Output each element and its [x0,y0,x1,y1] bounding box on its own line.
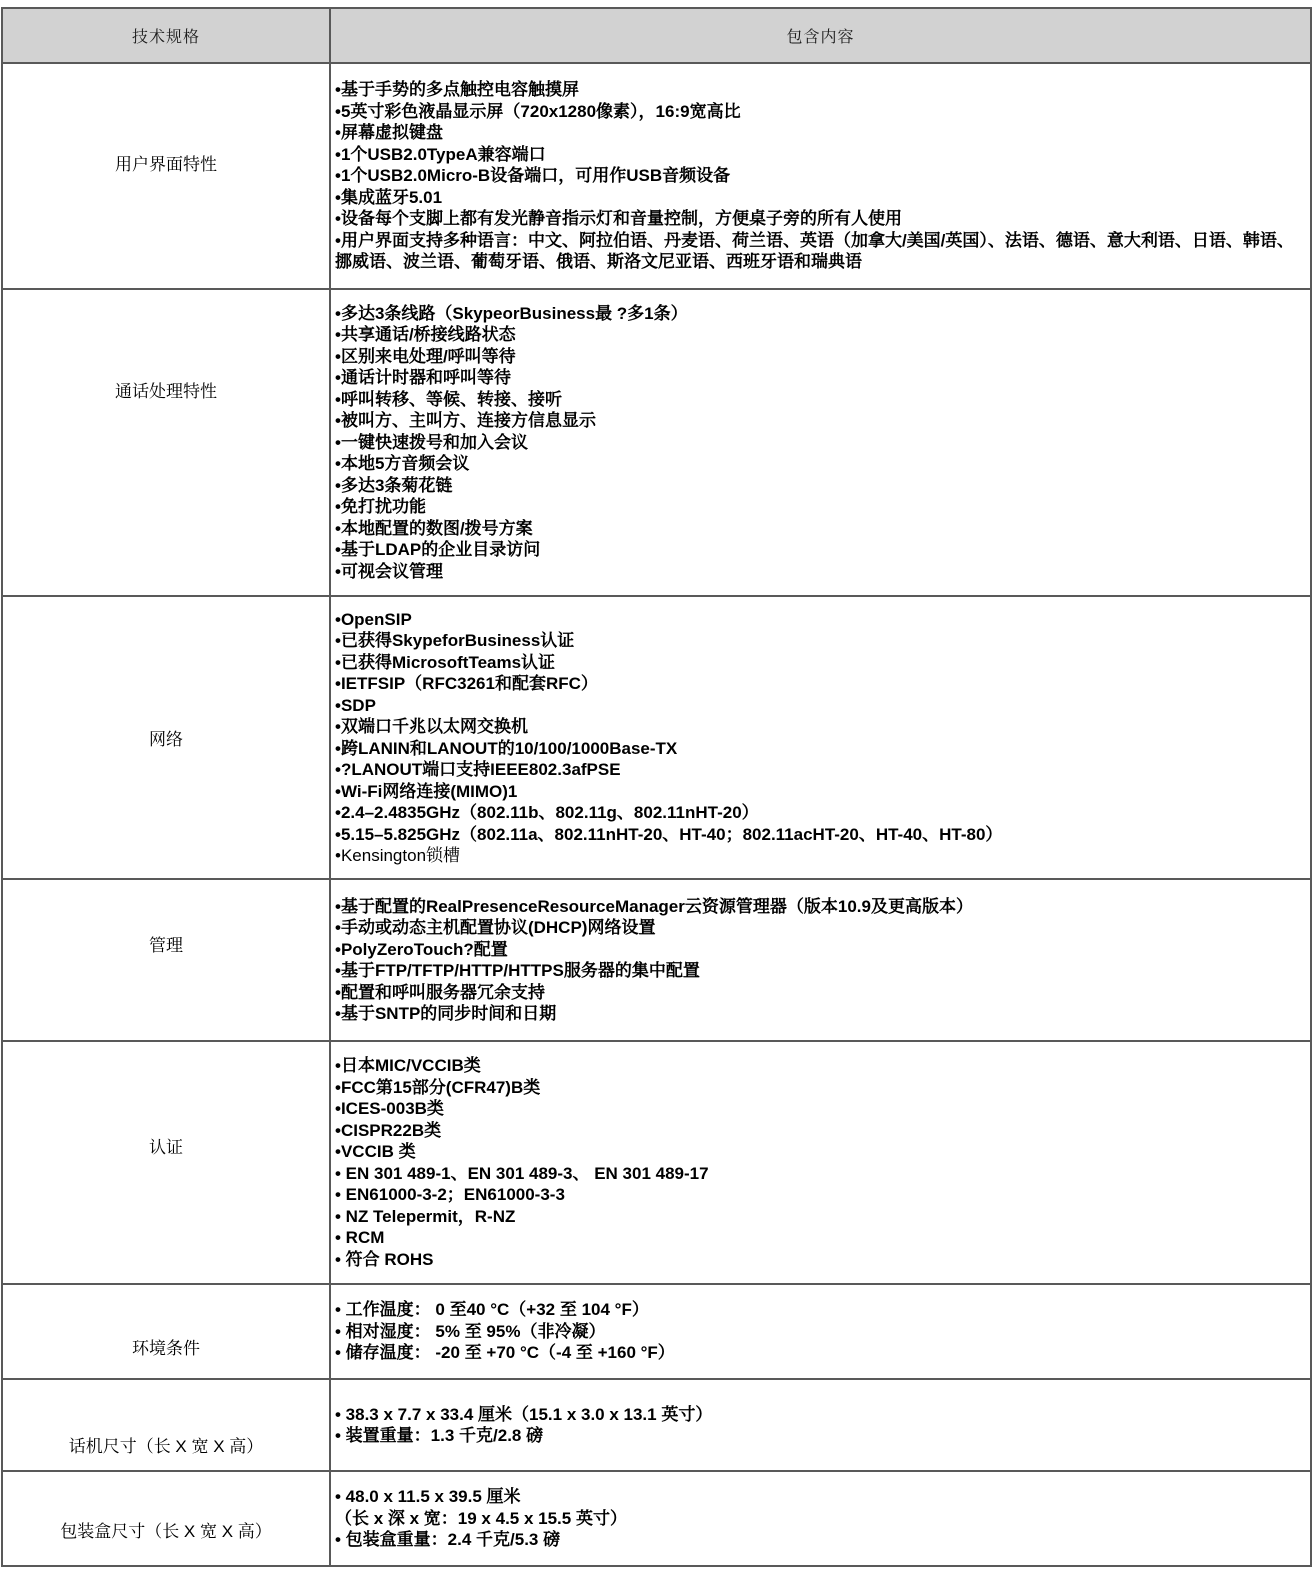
spec-item: •本地配置的数图/拨号方案 [335,518,533,538]
spec-item: • 48.0 x 11.5 x 39.5 厘米 [335,1487,521,1507]
header-cell-tech-specs: 技术规格 [3,9,331,62]
spec-item: •用户界面支持多种语言：中文、阿拉伯语、丹麦语、荷兰语、英语（加拿大/美国/英国）、法语、德语、意大利语、日语、韩语、挪威语、波兰语、葡萄牙语、俄语、斯洛文尼亚语、西班牙语和瑞典语 [335,230,1294,272]
spec-item: •跨LANIN和LANOUT的10/100/1000Base-TX [335,738,678,758]
spec-content-cell [331,1380,1310,1470]
table-row [3,1285,1310,1380]
spec-category-label: 环境条件 [3,1285,331,1378]
spec-item: •ICES-003B类 [335,1099,444,1118]
spec-item: •OpenSIP [335,609,412,629]
spec-item: •基于手势的多点触控电容触摸屏 [335,80,579,100]
spec-content-cell [331,290,1310,595]
table-row [3,64,1310,290]
spec-item: •5英寸彩色液晶显示屏（720x1280像素），16:9宽高比 [335,101,741,121]
spec-item: （长 x 深 x 宽：19 x 4.5 x 15.5 英寸） [335,1508,627,1528]
spec-category-label: 包装盒尺寸（长 X 宽 X 高） [3,1472,331,1565]
spec-category-label: 通话处理特性 [3,290,331,595]
spec-item: •Wi-Fi网络连接(MIMO)1 [335,781,518,801]
spec-item: •2.4–2.4835GHz（802.11b、802.11g、802.11nHT-20） [335,803,759,822]
spec-item: • EN 301 489-1、EN 301 489-3、 EN 301 489-17 [335,1163,709,1183]
spec-item: •多达3条线路（SkypeorBusiness最 ?多1条） [335,303,688,323]
spec-item: •本地5方音频会议 [335,454,470,474]
spec-item: •通话计时器和呼叫等待 [335,368,511,388]
spec-item: •配置和呼叫服务器冗余支持 [335,982,545,1002]
spec-item: • NZ Telepermit，R-NZ [335,1206,516,1226]
spec-item: •PolyZeroTouch?配置 [335,939,508,959]
spec-item: •日本MIC/VCCIB类 [335,1056,481,1075]
spec-category-label: 网络 [3,597,331,878]
spec-item: •免打扰功能 [335,497,426,517]
spec-item: •共享通话/桥接线路状态 [335,325,516,345]
spec-item: •设备每个支脚上都有发光静音指示灯和音量控制，方便桌子旁的所有人使用 [335,209,902,229]
spec-item: •1个USB2.0TypeA兼容端口 [335,144,546,164]
spec-item: • 符合 ROHS [335,1249,434,1269]
spec-item: •VCCIB 类 [335,1142,416,1161]
spec-item: •基于LDAP的企业目录访问 [335,540,541,560]
spec-content-cell [331,880,1310,1040]
header-cell-included-content: 包含内容 [786,29,855,46]
spec-category-label: 认证 [3,1042,331,1283]
table-row [3,1042,1310,1285]
spec-item: • 38.3 x 7.7 x 33.4 厘米（15.1 x 3.0 x 13.1 英寸） [335,1404,713,1424]
spec-item: •基于SNTP的同步时间和日期 [335,1004,557,1023]
spec-item: • 储存温度： -20 至 +70 °C（-4 至 +160 °F） [335,1343,675,1363]
spec-item: •Kensington锁槽 [335,846,461,865]
spec-item: •基于配置的RealPresenceResourceManager云资源管理器（版本10.9及更高版本） [335,896,973,916]
table-row [3,1380,1310,1472]
spec-category-label: 管理 [3,880,331,1040]
spec-item: • 工作温度： 0 至40 °C（+32 至 104 °F） [335,1300,649,1320]
spec-item: •屏幕虚拟键盘 [335,123,443,143]
spec-content-cell [331,1472,1310,1565]
spec-item: •已获得SkypeforBusiness认证 [335,631,575,650]
spec-category-label: 用户界面特性 [3,64,331,288]
table-row [3,1472,1310,1565]
spec-item: • 包装盒重量：2.4 千克/5.3 磅 [335,1530,561,1550]
table-row [3,597,1310,880]
spec-content-cell [331,64,1310,288]
spec-content-cell [331,1285,1310,1378]
spec-item: • RCM [335,1228,385,1247]
spec-item: •集成蓝牙5.01 [335,187,443,207]
spec-item: •多达3条菊花链 [335,475,453,495]
spec-item: •FCC第15部分(CFR47)B类 [335,1077,541,1097]
spec-item: •SDP [335,695,376,715]
spec-item: •呼叫转移、等候、转接、接听 [335,389,562,409]
spec-item: •双端口千兆以太网交换机 [335,717,528,736]
spec-item: •已获得MicrosoftTeams认证 [335,652,556,672]
spec-item: •?LANOUT端口支持IEEE802.3afPSE [335,760,621,779]
table-row [3,880,1310,1042]
spec-item: •可视会议管理 [335,561,443,581]
spec-item: •IETFSIP（RFC3261和配套RFC） [335,674,598,693]
table-body [3,64,1310,1565]
spec-category-label: 话机尺寸（长 X 宽 X 高） [3,1380,331,1470]
spec-item: • 相对湿度： 5% 至 95%（非冷凝） [335,1321,606,1341]
spec-item: •被叫方、主叫方、连接方信息显示 [335,411,596,431]
spec-table [1,7,1312,1567]
spec-item: • EN61000-3-2；EN61000-3-3 [335,1185,565,1204]
spec-item: •5.15–5.825GHz（802.11a、802.11nHT-20、HT-40；802.11acHT-20、HT-40、HT-80） [335,824,1003,844]
table-header-row [3,9,1310,64]
spec-content-cell [331,597,1310,878]
spec-item: • 装置重量：1.3 千克/2.8 磅 [335,1426,544,1445]
spec-item: •1个USB2.0Micro-B设备端口，可用作USB音频设备 [335,166,731,186]
spec-item: •手动或动态主机配置协议(DHCP)网络设置 [335,918,656,937]
spec-item: •CISPR22B类 [335,1120,442,1140]
spec-item: •基于FTP/TFTP/HTTP/HTTPS服务器的集中配置 [335,961,700,980]
spec-item: •一键快速拨号和加入会议 [335,432,528,452]
spec-content-cell [331,1042,1310,1283]
spec-item: •区别来电处理/呼叫等待 [335,346,516,366]
table-row [3,290,1310,597]
